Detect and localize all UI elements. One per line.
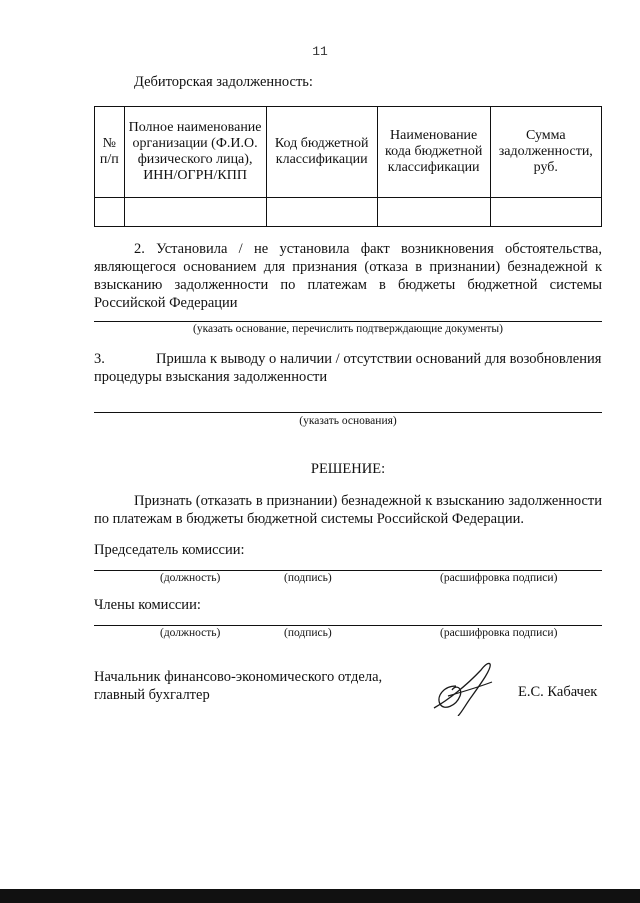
item-2-text: 2. Установила / не установила факт возникновения обстоятельства, являющегося основанием для признания (отказа в признании) безнадежной к взысканию задолженности по платежам в бюджеты бюджетной системы Российской Федерации <box>94 241 602 311</box>
item-3-number: 3. <box>94 351 105 367</box>
item-3-caption: (указать основания) <box>299 415 397 427</box>
column-header-organization: Полное наименование организации (Ф.И.О. физического лица), ИНН/ОГРН/КПП <box>124 107 266 198</box>
members-caption-position: (должность) <box>160 627 221 639</box>
table-row <box>95 198 602 227</box>
decision-title: РЕШЕНИЕ: <box>310 461 386 477</box>
item-3-fill-line <box>94 412 602 413</box>
handwritten-signature <box>426 656 506 716</box>
table-cell <box>124 198 266 227</box>
members-caption-name: (расшифровка подписи) <box>440 627 558 639</box>
table-cell <box>266 198 377 227</box>
column-header-code-name: Наименование кода бюджетной классификации <box>377 107 490 198</box>
column-header-amount: Сумма задолженности, руб. <box>490 107 601 198</box>
column-header-number: № п/п <box>95 107 125 198</box>
signer-name: Е.С. Кабачек <box>518 684 598 700</box>
members-signature-line <box>94 625 602 626</box>
item-3-text-rest: процедуры взыскания задолженности <box>94 369 328 385</box>
table-cell <box>377 198 490 227</box>
chairman-caption-signature: (подпись) <box>284 572 332 584</box>
page-number: 11 <box>312 44 328 59</box>
item-3-text-first: Пришла к выводу о наличии / отсутствии оснований для возобновления <box>156 351 602 367</box>
signer-position-line-1: Начальник финансово-экономического отдела, <box>94 669 383 685</box>
decision-text: Признать (отказать в признании) безнадежной к взысканию задолженности по платежам в бюджеты бюджетной системы Российской Федерации. <box>94 493 602 527</box>
table-header-row <box>95 107 602 198</box>
members-label: Члены комиссии: <box>94 597 201 613</box>
chairman-signature-line <box>94 570 602 571</box>
chairman-caption-name: (расшифровка подписи) <box>440 572 558 584</box>
signer-position-line-2: главный бухгалтер <box>94 687 210 703</box>
receivables-heading: Дебиторская задолженность: <box>134 74 313 90</box>
scan-bottom-edge <box>0 889 640 903</box>
members-caption-signature: (подпись) <box>284 627 332 639</box>
receivables-table <box>94 106 602 227</box>
item-2-fill-line <box>94 321 602 322</box>
column-header-budget-code: Код бюджетной классификации <box>266 107 377 198</box>
table-cell <box>490 198 601 227</box>
item-2-caption: (указать основание, перечислить подтверждающие документы) <box>193 323 503 335</box>
chairman-caption-position: (должность) <box>160 572 221 584</box>
table-cell <box>95 198 125 227</box>
chairman-label: Председатель комиссии: <box>94 542 245 558</box>
